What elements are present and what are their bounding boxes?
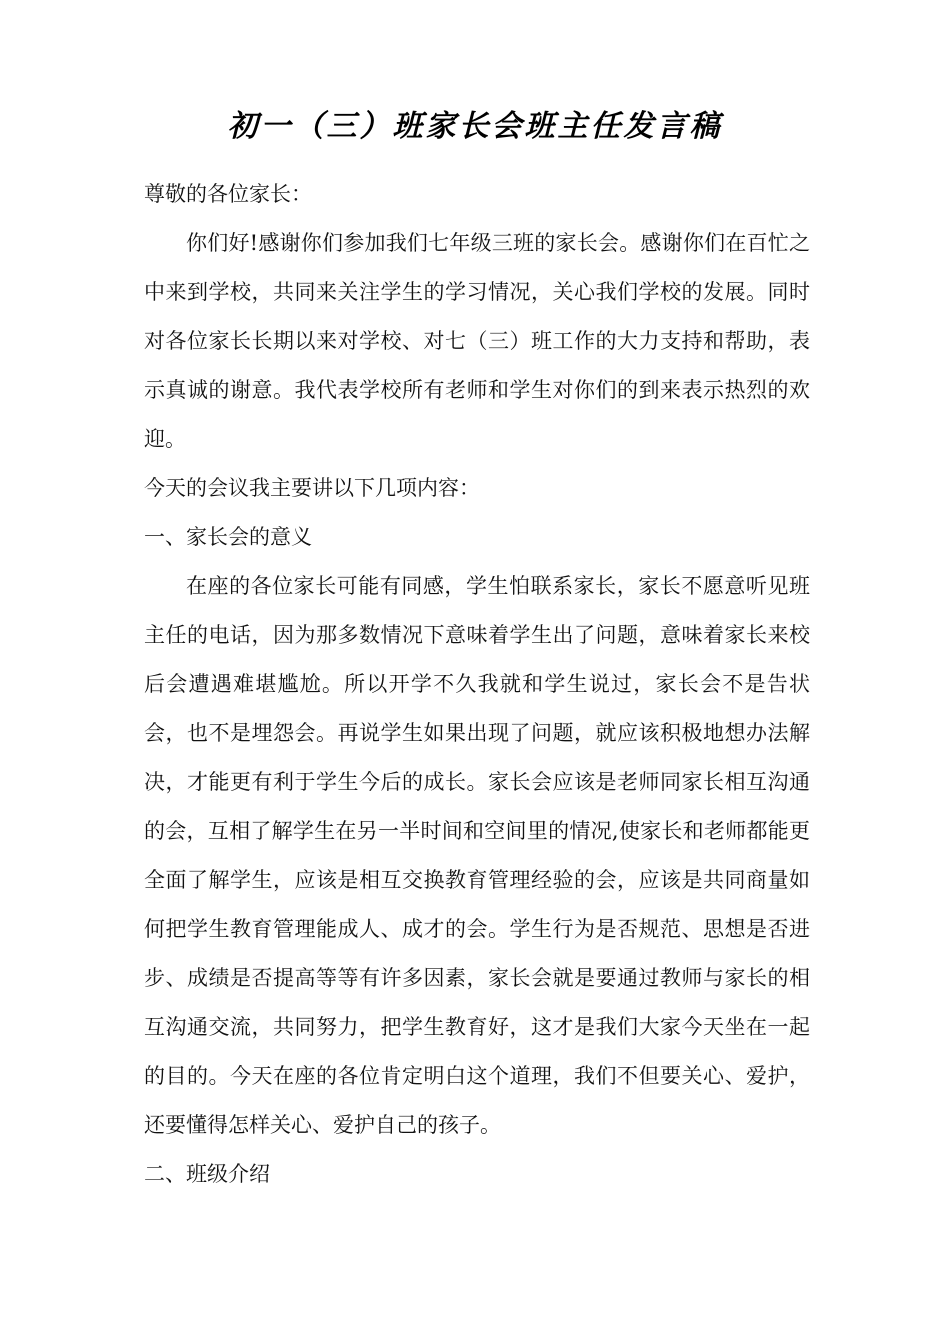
paragraph-welcome: 你们好!感谢你们参加我们七年级三班的家长会。感谢你们在百忙之中来到学校，共同来关注学生的学习情况，关心我们学校的发展。同时对各位家长长期以来对学校、对七（三）班工作的大力支持和帮助，表示真诚的谢意。我代表学校所有老师和学生对你们的到来表示热烈的欢迎。 [144,231,810,451]
section-heading-class-intro: 二、班级介绍 [144,1162,270,1186]
section-heading-meaning: 一、家长会的意义 [144,525,312,549]
document-body [144,170,810,1199]
paragraph-meeting-meaning: 在座的各位家长可能有同感，学生怕联系家长，家长不愿意听见班主任的电话，因为那多数情况下意味着学生出了问题，意味着家长来校后会遭遇难堪尴尬。所以开学不久我就和学生说过，家长会不是告状会，也不是埋怨会。再说学生如果出现了问题，就应该积极地想办法解决，才能更有利于学生今后的成长。家长会应该是老师同家长相互沟通的会，互相了解学生在另一半时间和空间里的情况,使家长和老师都能更全面了解学生，应该是相互交换教育管理经验的会，应该是共同商量如何把学生教育管理能成人、成才的会。学生行为是否规范、思想是否进步、成绩是否提高等等有许多因素，家长会就是要通过教师与家长的相互沟通交流，共同努力，把学生教育好，这才是我们大家今天坐在一起的目的。今天在座的各位肯定明白这个道理，我们不但要关心、爱护，还要懂得怎样关心、爱护自己的孩子。 [144,574,810,1137]
salutation: 尊敬的各位家长： [144,182,312,206]
document-title: 初一（三）班家长会班主任发言稿 [227,109,723,144]
paragraph-agenda-intro: 今天的会议我主要讲以下几项内容： [144,476,480,500]
